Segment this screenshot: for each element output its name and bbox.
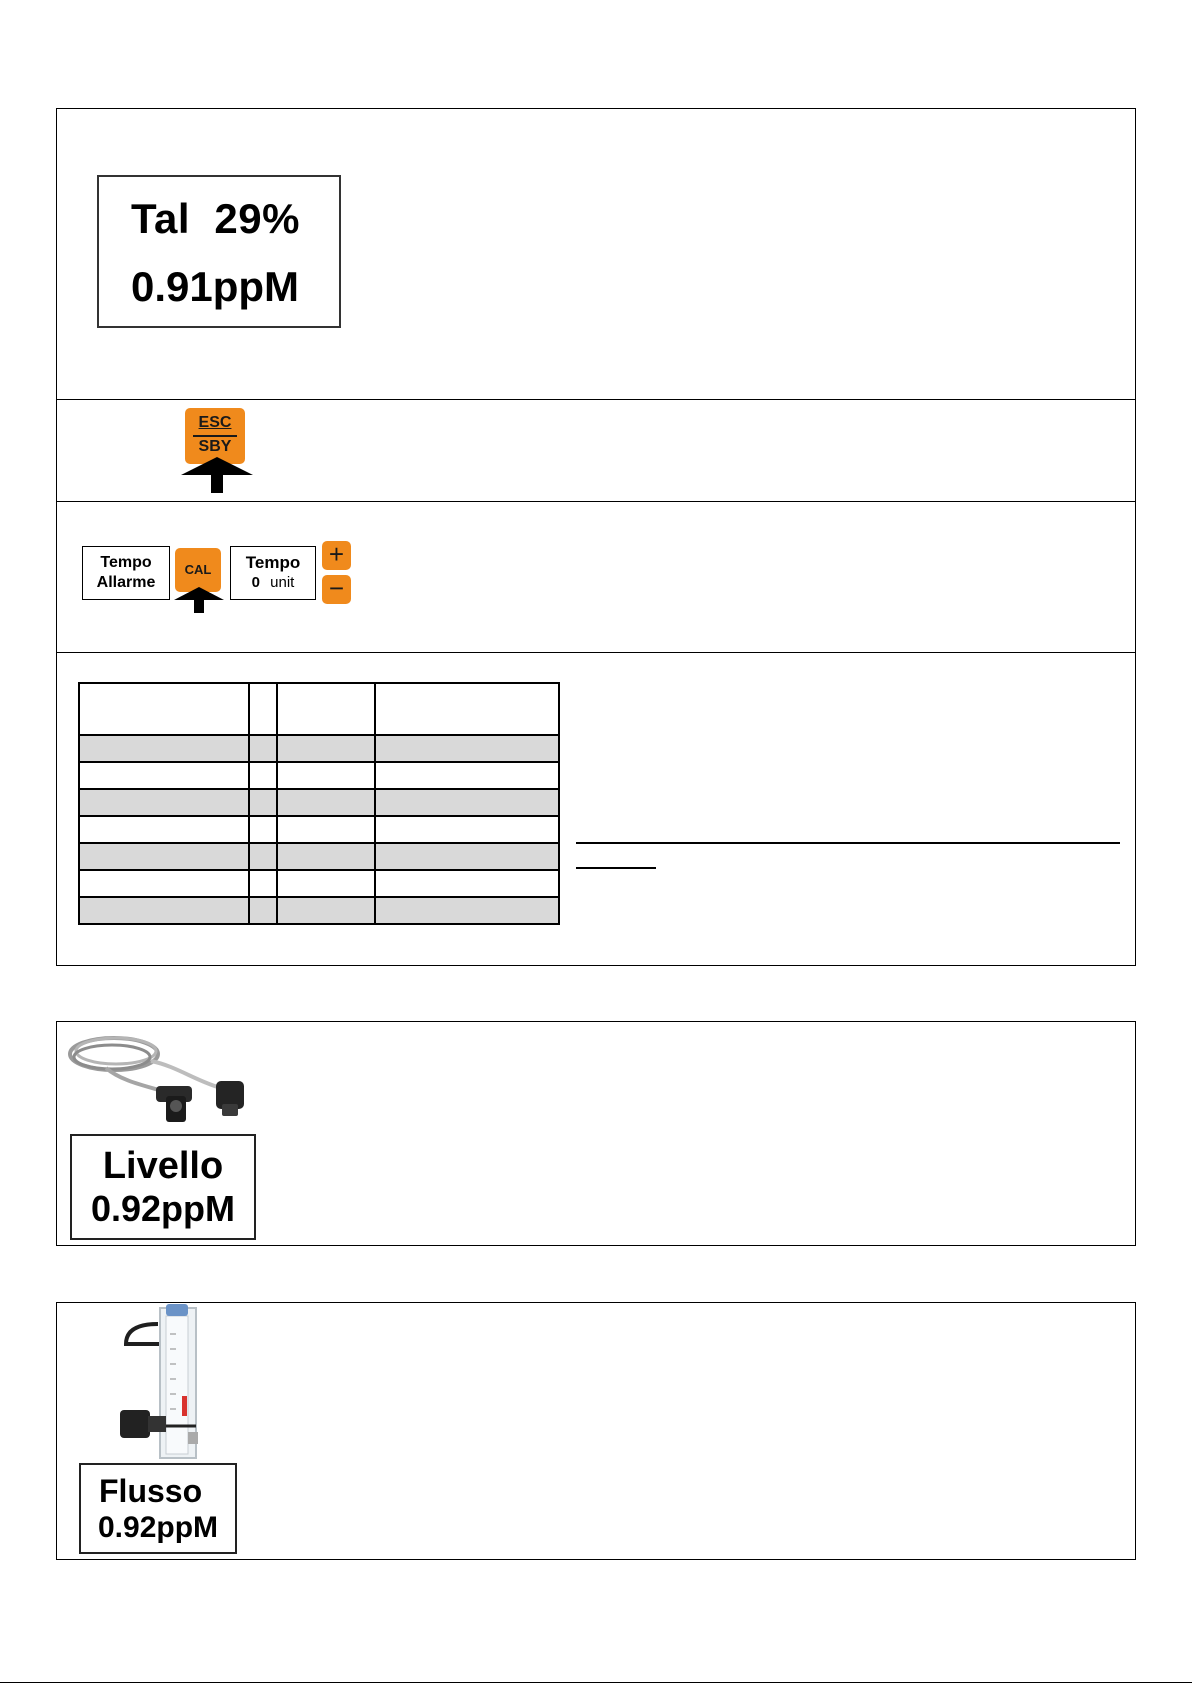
flow-meter-image bbox=[112, 1304, 242, 1462]
settings-table bbox=[78, 682, 560, 925]
tempo-allarme-box bbox=[82, 546, 170, 600]
section-divider bbox=[57, 399, 1135, 400]
minus-button[interactable]: − bbox=[322, 575, 351, 604]
table-row bbox=[79, 897, 559, 924]
underline-long bbox=[576, 842, 1120, 844]
livello-text: Livello bbox=[102, 1145, 224, 1187]
tempo-value-box bbox=[230, 546, 316, 600]
tempo-value: 0 bbox=[251, 574, 260, 591]
press-arrow-icon bbox=[181, 457, 253, 493]
section-divider bbox=[57, 501, 1135, 502]
key-divider bbox=[193, 435, 237, 437]
sby-label: SBY bbox=[198, 438, 232, 455]
table-row bbox=[79, 789, 559, 816]
tempo-label: Tempo bbox=[100, 554, 152, 571]
lcd-display bbox=[97, 175, 341, 328]
tempo-value-label: Tempo bbox=[245, 553, 301, 572]
flow-sensor-label bbox=[79, 1463, 237, 1554]
table-row bbox=[79, 735, 559, 762]
display-line-2: 0.91ppM bbox=[131, 263, 300, 310]
press-arrow-icon bbox=[174, 587, 224, 613]
cal-key[interactable]: CAL bbox=[175, 548, 221, 592]
underline-short bbox=[576, 867, 656, 869]
table-row bbox=[79, 843, 559, 870]
flusso-text: Flusso bbox=[99, 1473, 203, 1509]
display-line-1: Tal 29% bbox=[131, 195, 300, 242]
esc-sby-key[interactable] bbox=[185, 408, 245, 464]
flusso-value: 0.92ppM bbox=[97, 1511, 219, 1544]
esc-label: ESC bbox=[198, 414, 232, 431]
table-header-row bbox=[79, 683, 559, 735]
allarme-label: Allarme bbox=[96, 574, 156, 591]
level-sensor-label bbox=[70, 1134, 256, 1240]
table-row bbox=[79, 762, 559, 789]
table-row bbox=[79, 870, 559, 897]
tempo-unit: unit bbox=[270, 574, 295, 591]
plus-button[interactable]: + bbox=[322, 541, 351, 570]
level-sensor-image bbox=[66, 1026, 266, 1136]
page-footer-rule bbox=[0, 1682, 1192, 1683]
tempo-value-line bbox=[231, 573, 315, 593]
livello-value: 0.92ppM bbox=[90, 1188, 236, 1229]
section-divider bbox=[57, 652, 1135, 653]
table-row bbox=[79, 816, 559, 843]
